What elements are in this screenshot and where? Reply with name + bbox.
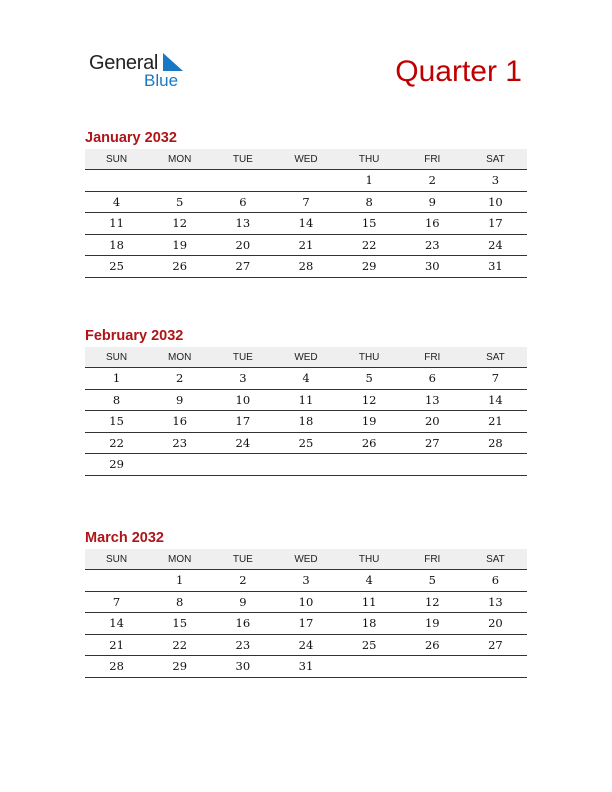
weekday-header: FRI: [401, 549, 464, 570]
day-cell: 3: [464, 170, 527, 192]
day-cell: 27: [401, 432, 464, 454]
generalblue-logo: [89, 50, 189, 92]
day-cell: 24: [464, 234, 527, 256]
day-cell: 18: [274, 411, 337, 433]
day-cell: 24: [211, 432, 274, 454]
weekday-header: FRI: [401, 149, 464, 170]
day-cell: 26: [338, 432, 401, 454]
day-cell: 19: [338, 411, 401, 433]
day-cell: 3: [211, 368, 274, 390]
day-cell: [464, 454, 527, 476]
week-row: [85, 191, 527, 213]
day-cell: 1: [338, 170, 401, 192]
week-row: [85, 389, 527, 411]
day-cell: 29: [148, 656, 211, 678]
day-cell: 21: [85, 634, 148, 656]
week-row: [85, 570, 527, 592]
week-row: [85, 234, 527, 256]
day-cell: 13: [401, 389, 464, 411]
day-cell: 18: [85, 234, 148, 256]
month-title: March 2032: [85, 530, 164, 546]
day-cell: 12: [148, 213, 211, 235]
day-cell: 30: [211, 656, 274, 678]
day-cell: 11: [338, 591, 401, 613]
week-row: [85, 368, 527, 390]
day-cell: 22: [148, 634, 211, 656]
day-cell: 13: [211, 213, 274, 235]
day-cell: 16: [211, 613, 274, 635]
day-cell: 6: [464, 570, 527, 592]
weekday-header: WED: [274, 347, 337, 368]
week-row: [85, 613, 527, 635]
month-january: [85, 128, 527, 278]
week-row: [85, 170, 527, 192]
day-cell: 13: [464, 591, 527, 613]
day-cell: 30: [401, 256, 464, 278]
day-cell: 14: [464, 389, 527, 411]
day-cell: 26: [148, 256, 211, 278]
day-cell: 25: [274, 432, 337, 454]
weekday-header-row: [85, 149, 527, 170]
calendar-grid: [85, 149, 527, 278]
weekday-header: TUE: [211, 347, 274, 368]
logo-word-general: General: [89, 52, 159, 74]
day-cell: 4: [85, 191, 148, 213]
weekday-header: SAT: [464, 149, 527, 170]
day-cell: 16: [401, 213, 464, 235]
day-cell: 6: [211, 191, 274, 213]
weekday-header-row: [85, 347, 527, 368]
day-cell: 7: [274, 191, 337, 213]
day-cell: 2: [148, 368, 211, 390]
day-cell: 18: [338, 613, 401, 635]
day-cell: 31: [464, 256, 527, 278]
day-cell: 5: [401, 570, 464, 592]
calendar-grid: [85, 347, 527, 476]
day-cell: 26: [401, 634, 464, 656]
weekday-header: SUN: [85, 347, 148, 368]
day-cell: 21: [274, 234, 337, 256]
quarter-title: Quarter 1: [395, 55, 522, 88]
day-cell: 22: [85, 432, 148, 454]
day-cell: 22: [338, 234, 401, 256]
month-title: January 2032: [85, 130, 177, 146]
weekday-header: FRI: [401, 347, 464, 368]
day-cell: 20: [401, 411, 464, 433]
day-cell: 7: [85, 591, 148, 613]
day-cell: 4: [338, 570, 401, 592]
weekday-header: MON: [148, 549, 211, 570]
month-february: [85, 326, 527, 476]
calendar-grid: [85, 549, 527, 678]
weekday-header: MON: [148, 149, 211, 170]
day-cell: 19: [148, 234, 211, 256]
day-cell: 15: [148, 613, 211, 635]
day-cell: 1: [85, 368, 148, 390]
day-cell: [338, 454, 401, 476]
day-cell: 7: [464, 368, 527, 390]
day-cell: 23: [401, 234, 464, 256]
day-cell: 23: [148, 432, 211, 454]
month-title: February 2032: [85, 328, 184, 344]
weekday-header: WED: [274, 549, 337, 570]
day-cell: 11: [274, 389, 337, 411]
day-cell: 8: [85, 389, 148, 411]
week-row: [85, 656, 527, 678]
day-cell: 4: [274, 368, 337, 390]
day-cell: [148, 170, 211, 192]
week-row: [85, 411, 527, 433]
weekday-header: THU: [338, 549, 401, 570]
week-row: [85, 213, 527, 235]
day-cell: 29: [338, 256, 401, 278]
day-cell: 31: [274, 656, 337, 678]
weekday-header: MON: [148, 347, 211, 368]
day-cell: [464, 656, 527, 678]
day-cell: 17: [211, 411, 274, 433]
day-cell: 2: [401, 170, 464, 192]
day-cell: [401, 454, 464, 476]
day-cell: [85, 170, 148, 192]
day-cell: 10: [274, 591, 337, 613]
day-cell: 6: [401, 368, 464, 390]
day-cell: 19: [401, 613, 464, 635]
week-row: [85, 591, 527, 613]
day-cell: 16: [148, 411, 211, 433]
day-cell: 3: [274, 570, 337, 592]
weekday-header: SAT: [464, 549, 527, 570]
day-cell: 2: [211, 570, 274, 592]
day-cell: [211, 454, 274, 476]
day-cell: 25: [85, 256, 148, 278]
weekday-header: TUE: [211, 149, 274, 170]
day-cell: 5: [148, 191, 211, 213]
day-cell: 8: [148, 591, 211, 613]
day-cell: 1: [148, 570, 211, 592]
weekday-header: THU: [338, 149, 401, 170]
day-cell: 27: [211, 256, 274, 278]
day-cell: 12: [401, 591, 464, 613]
day-cell: 24: [274, 634, 337, 656]
day-cell: 17: [274, 613, 337, 635]
day-cell: 8: [338, 191, 401, 213]
day-cell: 9: [211, 591, 274, 613]
day-cell: 11: [85, 213, 148, 235]
day-cell: 12: [338, 389, 401, 411]
day-cell: 10: [211, 389, 274, 411]
day-cell: 10: [464, 191, 527, 213]
weekday-header: SUN: [85, 549, 148, 570]
week-row: [85, 634, 527, 656]
day-cell: 15: [85, 411, 148, 433]
day-cell: [274, 454, 337, 476]
day-cell: [148, 454, 211, 476]
week-row: [85, 454, 527, 476]
weekday-header: SAT: [464, 347, 527, 368]
week-row: [85, 256, 527, 278]
week-row: [85, 432, 527, 454]
weekday-header-row: [85, 549, 527, 570]
day-cell: 20: [211, 234, 274, 256]
weekday-header: SUN: [85, 149, 148, 170]
day-cell: 28: [464, 432, 527, 454]
day-cell: 27: [464, 634, 527, 656]
day-cell: 9: [148, 389, 211, 411]
day-cell: 5: [338, 368, 401, 390]
month-march: [85, 528, 527, 678]
weekday-header: THU: [338, 347, 401, 368]
day-cell: [211, 170, 274, 192]
day-cell: 9: [401, 191, 464, 213]
day-cell: 14: [85, 613, 148, 635]
day-cell: [274, 170, 337, 192]
day-cell: 20: [464, 613, 527, 635]
weekday-header: TUE: [211, 549, 274, 570]
day-cell: 25: [338, 634, 401, 656]
day-cell: 23: [211, 634, 274, 656]
day-cell: [401, 656, 464, 678]
day-cell: 28: [85, 656, 148, 678]
weekday-header: WED: [274, 149, 337, 170]
day-cell: 29: [85, 454, 148, 476]
day-cell: 17: [464, 213, 527, 235]
day-cell: 15: [338, 213, 401, 235]
logo-word-blue: Blue: [144, 71, 179, 90]
day-cell: [85, 570, 148, 592]
day-cell: 21: [464, 411, 527, 433]
day-cell: [338, 656, 401, 678]
day-cell: 14: [274, 213, 337, 235]
day-cell: 28: [274, 256, 337, 278]
